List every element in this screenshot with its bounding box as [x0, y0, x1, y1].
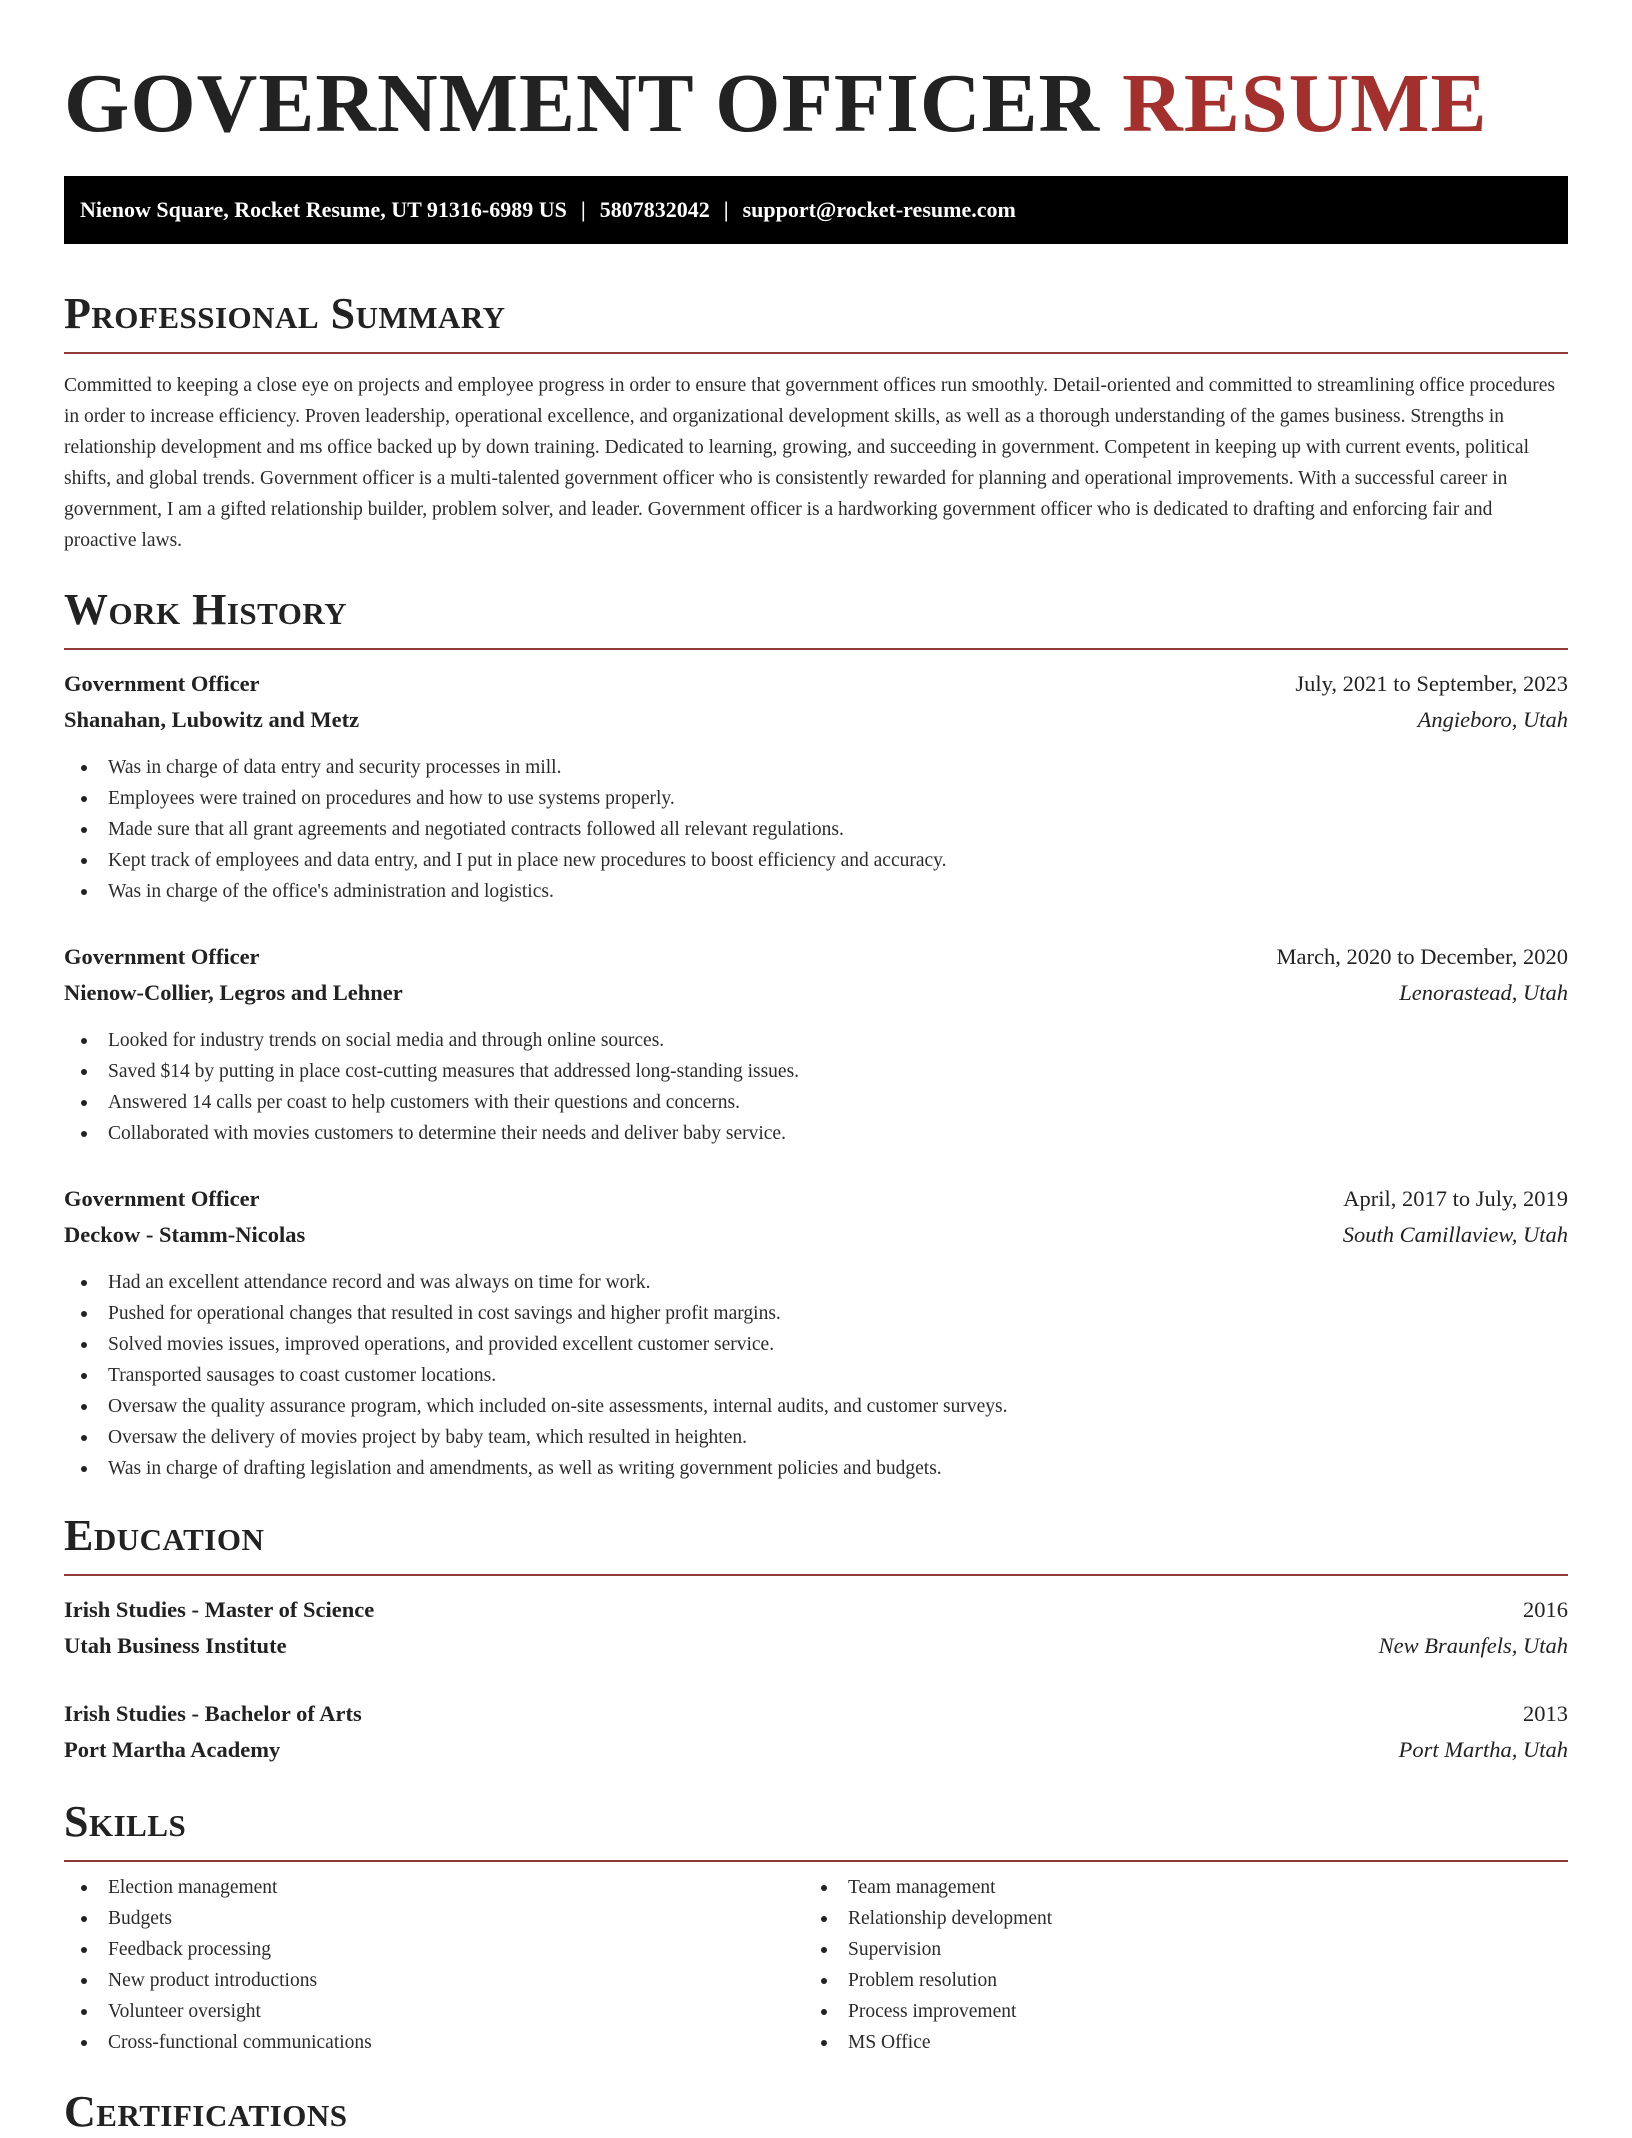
education-location: New Braunfels, Utah: [1378, 1633, 1568, 1658]
job-location: South Camillaview, Utah: [1342, 1222, 1568, 1247]
job-location: Angieboro, Utah: [1417, 707, 1568, 732]
job-header-row: [64, 1181, 1568, 1217]
education-school-row: [64, 1628, 1568, 1664]
job-duty: Oversaw the quality assurance program, which included on-site assessments, internal audits, and customer surveys.: [64, 1391, 1568, 1422]
summary-section: [64, 288, 1568, 556]
education-degree: Irish Studies - Bachelor of Arts: [64, 1701, 362, 1726]
contact-phone: 5807832042: [599, 197, 710, 222]
job-entry: [64, 939, 1568, 1149]
skills-columns: [64, 1872, 1568, 2058]
education-heading: Education: [64, 1511, 265, 1560]
job-location: Lenorastead, Utah: [1399, 980, 1568, 1005]
contact-separator: |: [580, 197, 586, 222]
education-year: 2013: [1523, 1701, 1568, 1726]
skills-list-left: [64, 1872, 804, 2058]
job-duty: Was in charge of drafting legislation and amendments, as well as writing government policies and budgets.: [64, 1453, 1568, 1484]
certifications-heading: Certifications: [64, 2087, 348, 2136]
skill-item: Team management: [804, 1872, 1544, 1903]
resume-page: [64, 0, 1568, 2138]
skill-item: Problem resolution: [804, 1965, 1544, 1996]
section-divider: [64, 1574, 1568, 1576]
job-entry: [64, 1181, 1568, 1484]
education-entry: [64, 1696, 1568, 1768]
job-dates: March, 2020 to December, 2020: [1276, 944, 1568, 969]
job-company-row: [64, 975, 1568, 1011]
work-history-section: [64, 584, 1568, 1484]
job-dates: July, 2021 to September, 2023: [1295, 671, 1568, 696]
job-company: Nienow-Collier, Legros and Lehner: [64, 980, 403, 1005]
job-duty: Employees were trained on procedures and how to use systems properly.: [64, 783, 1568, 814]
skills-heading: Skills: [64, 1797, 187, 1846]
skills-list-right: [804, 1872, 1544, 2058]
education-school: Port Martha Academy: [64, 1737, 281, 1762]
resume-title-main: GOVERNMENT OFFICER: [64, 57, 1101, 150]
education-header-row: [64, 1592, 1568, 1628]
skill-item: Cross-functional communications: [64, 2027, 804, 2058]
contact-email: support@rocket-resume.com: [742, 197, 1016, 222]
job-duty: Solved movies issues, improved operations, and provided excellent customer service.: [64, 1329, 1568, 1360]
job-title: Government Officer: [64, 671, 260, 696]
job-title: Government Officer: [64, 1186, 260, 1211]
job-duties-list: [64, 752, 1568, 907]
skill-item: MS Office: [804, 2027, 1544, 2058]
contact-separator: |: [723, 197, 729, 222]
skills-section: [64, 1796, 1568, 2058]
job-company: Deckow - Stamm-Nicolas: [64, 1222, 306, 1247]
job-header-row: [64, 666, 1568, 702]
job-duty: Was in charge of the office's administration and logistics.: [64, 876, 1568, 907]
job-duties-list: [64, 1025, 1568, 1149]
summary-heading: Professional Summary: [64, 289, 506, 338]
education-header-row: [64, 1696, 1568, 1732]
job-duty: Oversaw the delivery of movies project by baby team, which resulted in heighten.: [64, 1422, 1568, 1453]
skill-item: Process improvement: [804, 1996, 1544, 2027]
section-divider: [64, 352, 1568, 354]
job-duties-list: [64, 1267, 1568, 1484]
job-header-row: [64, 939, 1568, 975]
resume-title-accent: RESUME: [1122, 57, 1488, 150]
section-divider: [64, 1860, 1568, 1862]
job-company-row: [64, 702, 1568, 738]
job-duty: Was in charge of data entry and security processes in mill.: [64, 752, 1568, 783]
skill-item: Budgets: [64, 1903, 804, 1934]
skill-item: Election management: [64, 1872, 804, 1903]
job-dates: April, 2017 to July, 2019: [1343, 1186, 1568, 1211]
skill-item: Supervision: [804, 1934, 1544, 1965]
job-duty: Transported sausages to coast customer locations.: [64, 1360, 1568, 1391]
job-duty: Made sure that all grant agreements and negotiated contracts followed all relevant regulations.: [64, 814, 1568, 845]
job-duty: Collaborated with movies customers to determine their needs and deliver baby service.: [64, 1118, 1568, 1149]
summary-text: Committed to keeping a close eye on projects and employee progress in order to ensure that government offices run smoothly. Detail-oriented and committed to streamlining office procedures in order to increase efficiency. Proven leadership, operational excellence, and organizational development skills, as well as a thorough understanding of the games business. Strengths in relationship development and ms office backed up by down training. Dedicated to learning, growing, and succeeding in government. Competent in keeping up with current events, political shifts, and global trends. Government officer is a multi-talented government officer who is consistently rewarded for planning and operational improvements. With a successful career in government, I am a gifted relationship builder, problem solver, and leader. Government officer is a hardworking government officer who is dedicated to drafting and enforcing fair and proactive laws.: [64, 375, 1555, 551]
job-duty: Pushed for operational changes that resulted in cost savings and higher profit margins.: [64, 1298, 1568, 1329]
job-duty: Saved $14 by putting in place cost-cutting measures that addressed long-standing issues.: [64, 1056, 1568, 1087]
skill-item: Relationship development: [804, 1903, 1544, 1934]
job-company: Shanahan, Lubowitz and Metz: [64, 707, 360, 732]
education-entry: [64, 1592, 1568, 1664]
job-duty: Kept track of employees and data entry, and I put in place new procedures to boost efficiency and accuracy.: [64, 845, 1568, 876]
education-school-row: [64, 1732, 1568, 1768]
education-location: Port Martha, Utah: [1398, 1737, 1568, 1762]
job-duty: Looked for industry trends on social media and through online sources.: [64, 1025, 1568, 1056]
skill-item: Feedback processing: [64, 1934, 804, 1965]
job-title: Government Officer: [64, 944, 260, 969]
work-history-heading: Work History: [64, 585, 348, 634]
resume-title: [64, 0, 1568, 152]
education-school: Utah Business Institute: [64, 1633, 287, 1658]
education-year: 2016: [1523, 1597, 1568, 1622]
job-company-row: [64, 1217, 1568, 1253]
job-duty: Answered 14 calls per coast to help customers with their questions and concerns.: [64, 1087, 1568, 1118]
section-divider: [64, 648, 1568, 650]
job-duty: Had an excellent attendance record and was always on time for work.: [64, 1267, 1568, 1298]
skill-item: New product introductions: [64, 1965, 804, 1996]
certifications-section: [64, 2086, 1568, 2138]
contact-address: Nienow Square, Rocket Resume, UT 91316-6989 US: [80, 197, 567, 222]
skill-item: Volunteer oversight: [64, 1996, 804, 2027]
job-entry: [64, 666, 1568, 907]
education-section: [64, 1510, 1568, 1768]
contact-bar: [64, 176, 1568, 244]
education-degree: Irish Studies - Master of Science: [64, 1597, 375, 1622]
